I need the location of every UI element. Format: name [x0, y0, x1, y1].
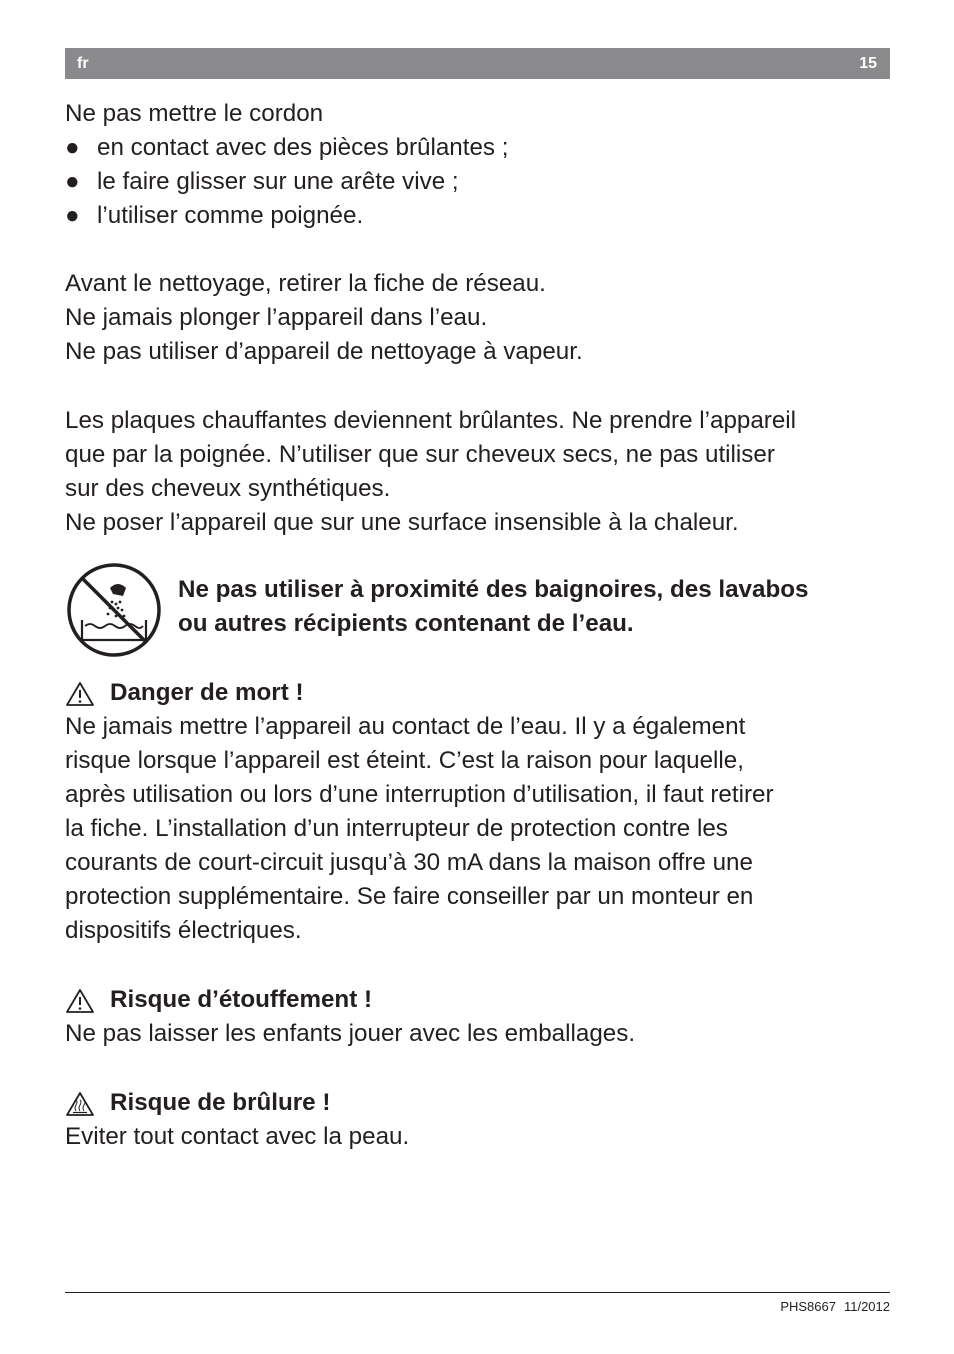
- warning-triangle-icon: [65, 988, 95, 1014]
- list-item: ● l’utiliser comme poignée.: [65, 199, 363, 233]
- warning-triangle-icon: [65, 681, 95, 707]
- model-number: PHS8667: [780, 1299, 836, 1314]
- language-code: fr: [77, 55, 89, 72]
- list-item: ● le faire glisser sur une arête vive ;: [65, 165, 459, 199]
- footer: [780, 1299, 890, 1314]
- plates-paragraph: Les plaques chauffantes deviennent brûlantes. Ne prendre l’appareil que par la poignée. N’utiliser que sur cheveux secs, ne pas utiliser sur des cheveux synthétiques. Ne poser l’appareil que sur une surface insensible à la chaleur.: [65, 407, 797, 536]
- danger-heading: Danger de mort !: [65, 676, 304, 710]
- list-item: ● en contact avec des pièces brûlantes ;: [65, 131, 508, 165]
- bullet-icon: ●: [65, 134, 80, 161]
- danger-paragraph: Ne jamais mettre l’appareil au contact de l’eau. Il y a également risque lorsque l’appareil est éteint. C’est la raison pour laquelle, après utilisation ou lors d’une interruption d’utilisation, il faut retirer la fiche. L’installation d’un interrupteur de protection contre les courants de court-circuit jusqu’à 30 mA dans la maison offre une protection supplémentaire. Se faire conseiller par un monteur en dispositifs électriques.: [65, 713, 774, 944]
- footer-divider: [65, 1292, 890, 1293]
- burn-heading: Risque de brûlure !: [65, 1086, 330, 1120]
- suffocation-text: Ne pas laisser les enfants jouer avec les emballages.: [65, 1020, 636, 1047]
- edition-date: 11/2012: [843, 1299, 890, 1314]
- no-water-icon: [66, 562, 162, 658]
- water-warning-text: Ne pas utiliser à proximité des baignoires, des lavabos ou autres récipients contenant de l’eau.: [178, 576, 809, 637]
- bullet-icon: ●: [65, 202, 80, 229]
- hot-surface-warning-icon: [65, 1091, 95, 1117]
- header-bar: [65, 48, 890, 79]
- page-number: 15: [859, 55, 877, 72]
- cleaning-paragraph: Avant le nettoyage, retirer la fiche de réseau. Ne jamais plonger l’appareil dans l’eau. Ne pas utiliser d’appareil de nettoyage à vapeur.: [65, 270, 583, 365]
- bullet-icon: ●: [65, 168, 80, 195]
- suffocation-heading: Risque d’étouffement !: [65, 983, 372, 1017]
- cord-intro: Ne pas mettre le cordon: [65, 100, 324, 127]
- burn-text: Eviter tout contact avec la peau.: [65, 1123, 410, 1150]
